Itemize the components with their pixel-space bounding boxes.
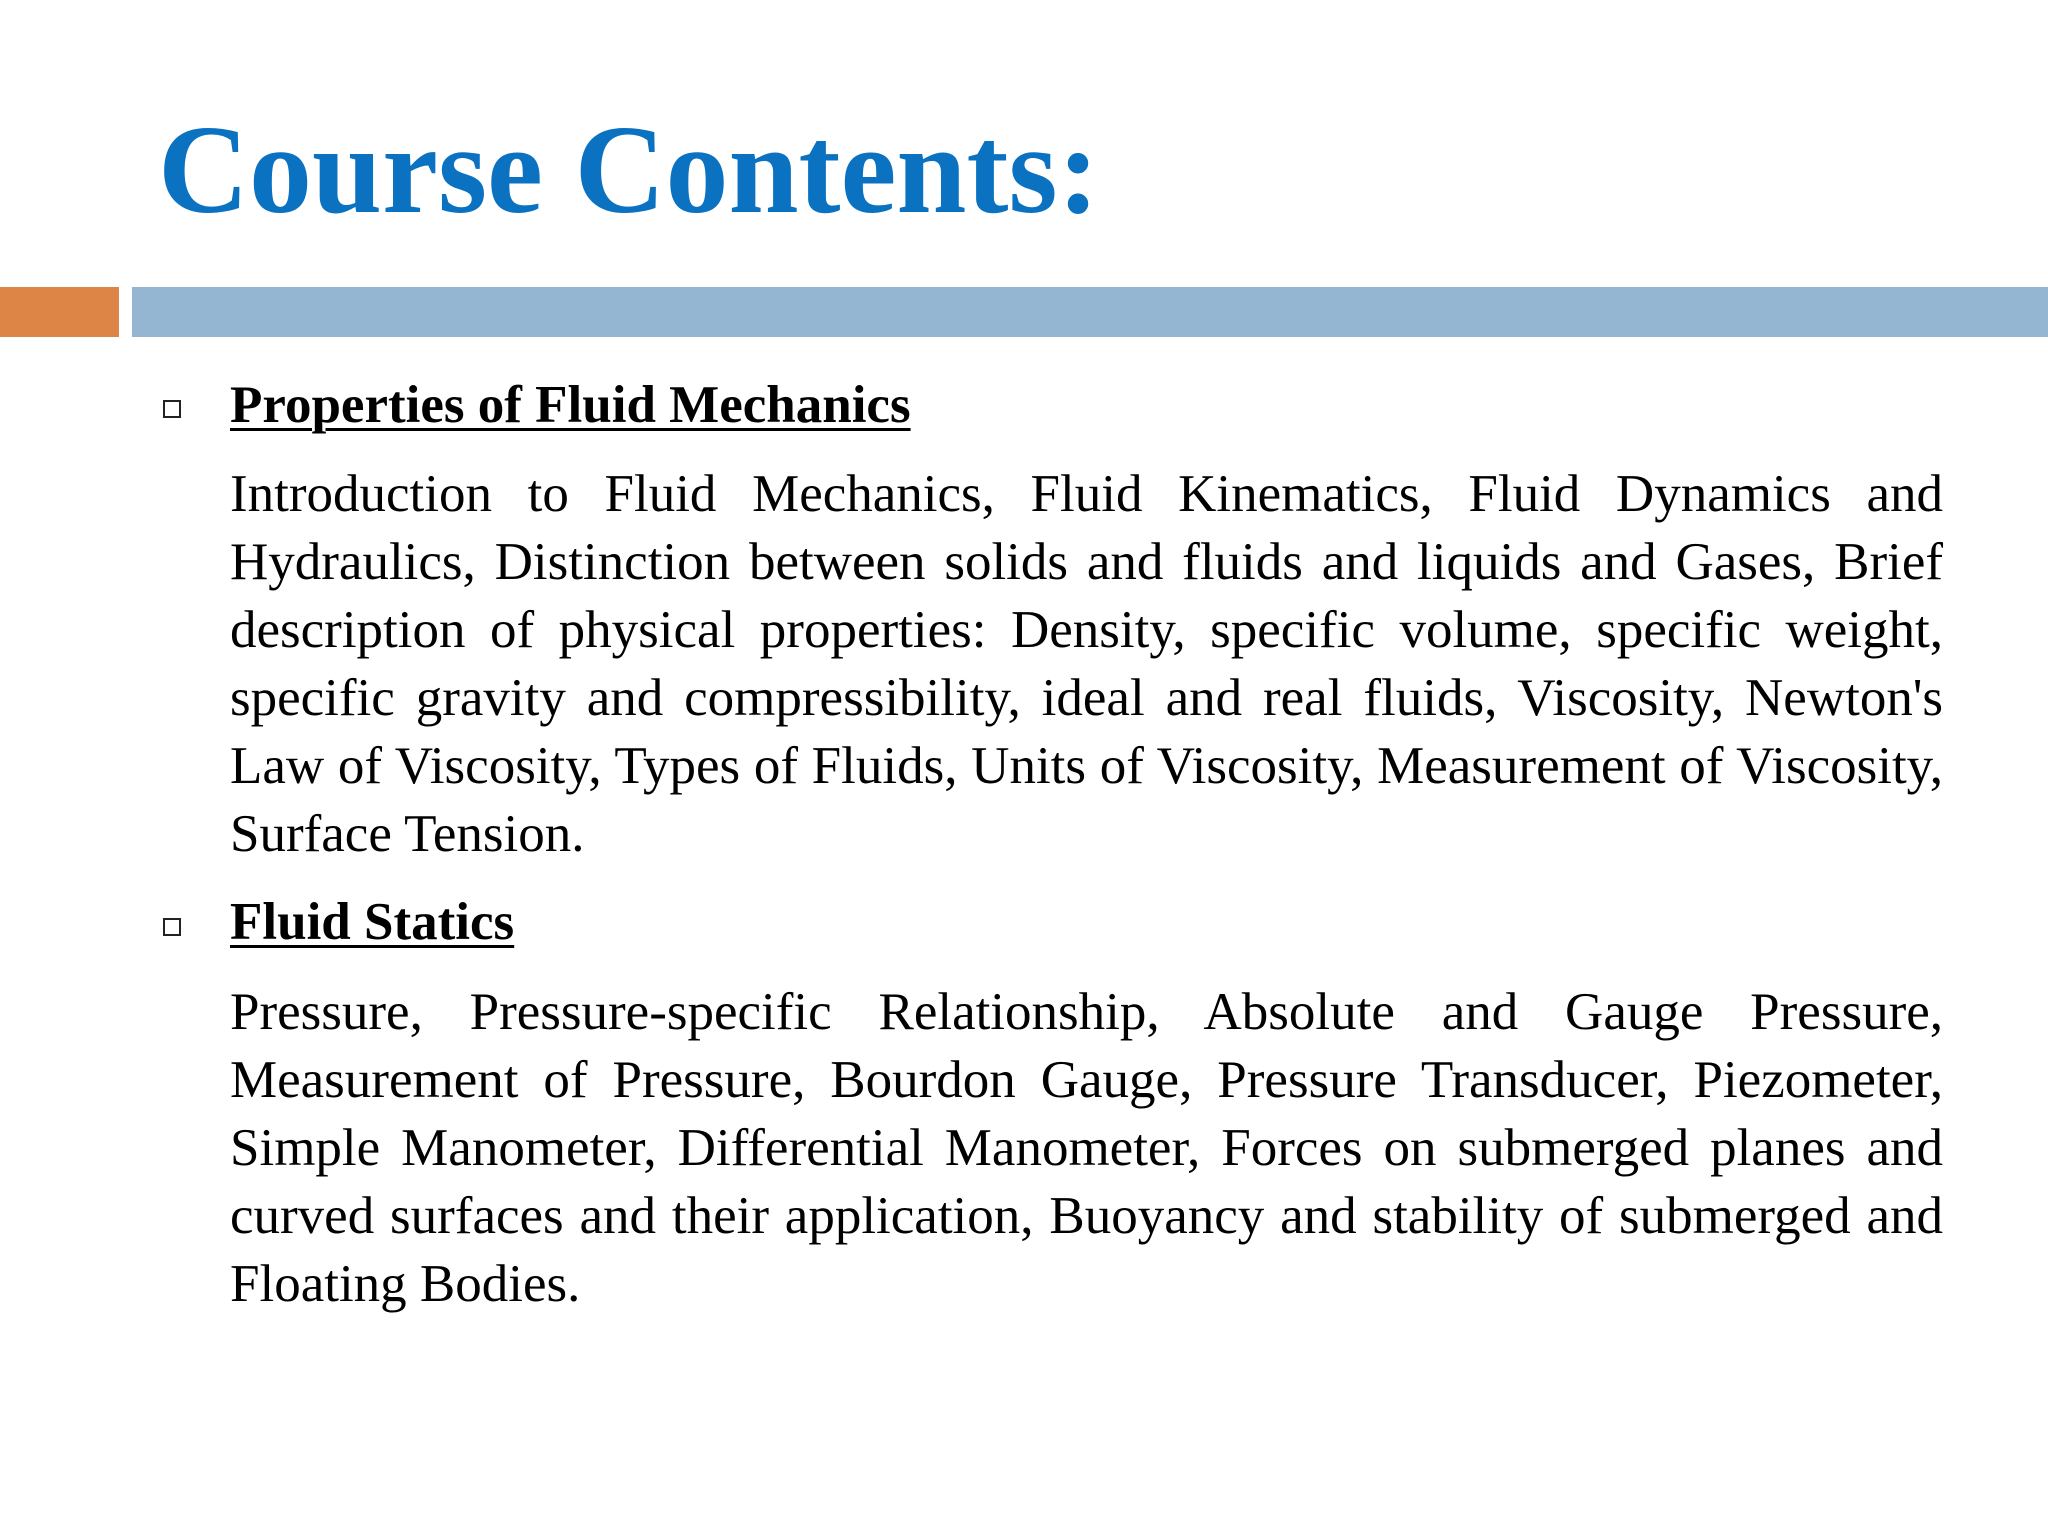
section-body: Introduction to Fluid Mechanics, Fluid Kinematics, Fluid Dynamics and Hydraulics, Distinction between solids and fluids and liquids and Gases, Brief description of physical properties: Density, specific volume, specific weight, specific gravity and compressibility, ideal and real fluids, Viscosity, Newton's Law of Viscosity, Types of Fluids, Units of Viscosity, Measurement of Viscosity, Surface Tension. [230, 465, 1943, 863]
slide-title: Course Contents: [158, 101, 1100, 240]
section-heading: Properties of Fluid Mechanics [230, 376, 911, 434]
hollow-square-bullet-icon [163, 400, 181, 418]
hollow-square-bullet-icon [163, 918, 181, 936]
accent-bar-blue [132, 287, 2048, 337]
section-body: Pressure, Pressure-specific Relationship, Absolute and Gauge Pressure, Measurement of Pressure, Bourdon Gauge, Pressure Transducer, Piezometer, Simple Manometer, Differential Manometer, Forces on submerged planes and curved surfaces and their application, Buoyancy and stability of submerged and Floating Bodies. [230, 983, 1943, 1313]
section-heading: Fluid Statics [230, 893, 515, 951]
accent-bar-orange [0, 287, 119, 337]
